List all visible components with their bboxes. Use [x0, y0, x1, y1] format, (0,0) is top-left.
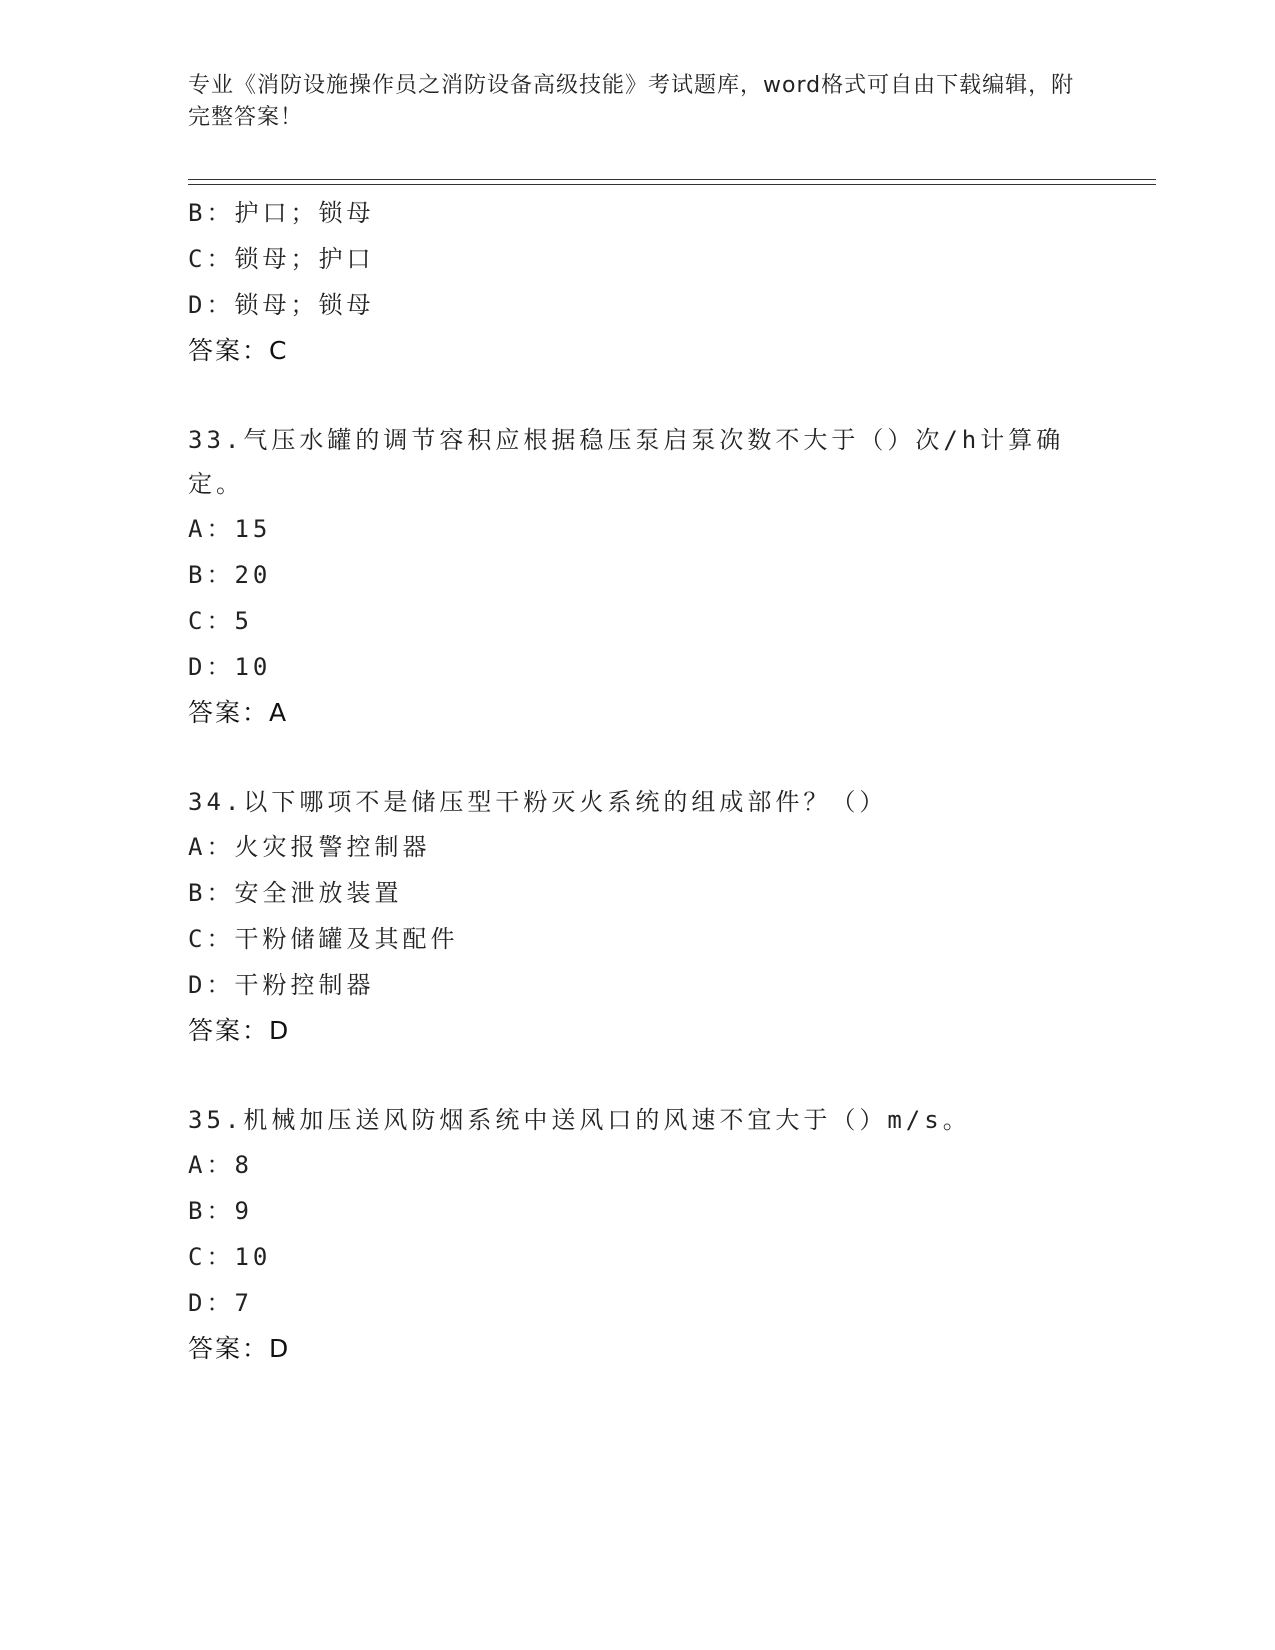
option-b: B：护口；锁母 — [188, 199, 375, 227]
question-block-34 — [188, 780, 1088, 1054]
option-b: B：20 — [188, 561, 272, 589]
question-block-33 — [188, 418, 1088, 736]
header-divider-top — [188, 179, 1156, 180]
option-d: D：干粉控制器 — [188, 971, 375, 999]
spacer — [188, 374, 1088, 418]
option-c: C：10 — [188, 1243, 272, 1271]
question-text: 35.机械加压送风防烟系统中送风口的风速不宜大于（）m/s。 — [188, 1106, 971, 1134]
option-b: B：安全泄放装置 — [188, 879, 403, 907]
option-d: D：10 — [188, 653, 272, 681]
answer-label: 答案：D — [188, 1334, 291, 1363]
header-divider-bottom — [188, 184, 1156, 185]
question-text: 33.气压水罐的调节容积应根据稳压泵启泵次数不大于（）次/h计算确定。 — [188, 426, 1065, 498]
question-block-32 — [188, 190, 1088, 374]
question-block-35 — [188, 1098, 1088, 1372]
answer-label: 答案：C — [188, 336, 289, 365]
option-c: C：锁母；护口 — [188, 245, 375, 273]
answer-label: 答案：A — [188, 698, 289, 727]
option-b: B：9 — [188, 1197, 253, 1225]
option-d: D：锁母；锁母 — [188, 291, 375, 319]
spacer — [188, 1054, 1088, 1098]
option-c: C：5 — [188, 607, 253, 635]
option-a: A：8 — [188, 1151, 253, 1179]
option-a: A：15 — [188, 515, 272, 543]
answer-label: 答案：D — [188, 1016, 291, 1045]
question-text: 34.以下哪项不是储压型干粉灭火系统的组成部件？（） — [188, 788, 888, 816]
option-d: D：7 — [188, 1289, 253, 1317]
option-c: C：干粉储罐及其配件 — [188, 925, 459, 953]
question-list — [188, 190, 1088, 1372]
document-header: 专业《消防设施操作员之消防设备高级技能》考试题库，word格式可自由下载编辑，附完整答案！ — [188, 73, 1075, 130]
option-a: A：火灾报警控制器 — [188, 833, 431, 861]
spacer — [188, 736, 1088, 780]
